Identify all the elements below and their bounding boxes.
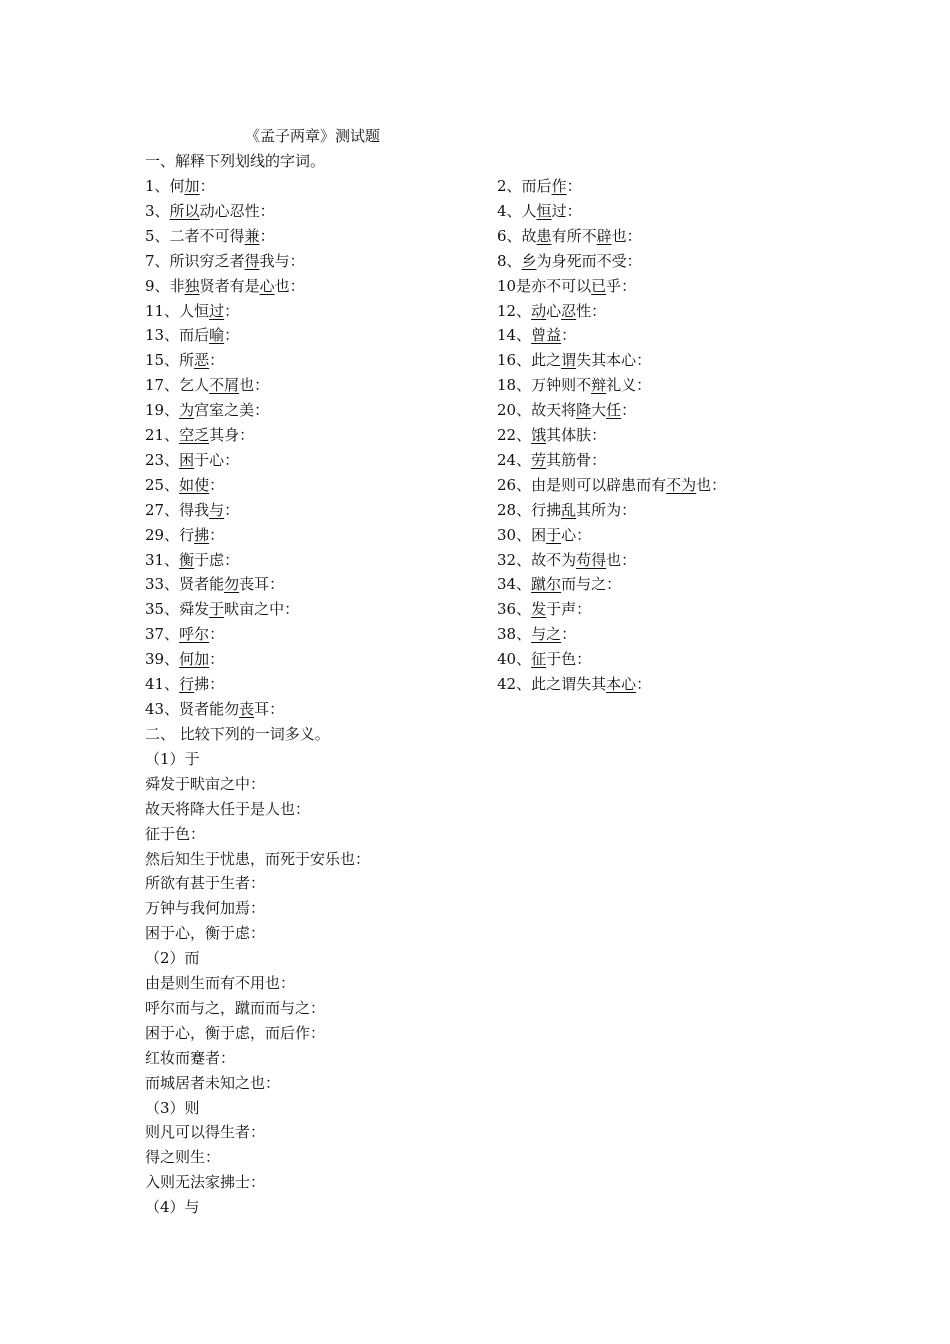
item-text: 34、	[497, 575, 532, 594]
item-text: 38、	[497, 625, 532, 644]
item-text: 也：	[274, 276, 305, 295]
section-2-line: 然后知生于忧患，而死于安乐也：	[145, 849, 371, 868]
underlined-term: 与	[209, 500, 225, 519]
section-2-line: 困于心，衡于虑：	[145, 924, 266, 943]
item-text: 耳：	[254, 699, 285, 718]
vocab-item	[497, 550, 636, 570]
underlined-term: 不屑	[209, 376, 240, 395]
underlined-term: 征	[531, 650, 547, 669]
item-text: ：	[621, 401, 637, 420]
vocab-item	[145, 226, 275, 246]
vocab-item	[145, 525, 224, 545]
underlined-term: 拂	[194, 525, 210, 544]
item-text: 20、故天将	[497, 401, 577, 420]
vocab-item	[145, 699, 284, 719]
item-text: 礼义：	[606, 376, 652, 395]
underlined-term: 辟	[596, 226, 612, 245]
vocab-item	[497, 475, 726, 495]
item-text: 30、困	[497, 525, 547, 544]
underlined-term: 为	[179, 401, 195, 420]
item-text: 11、人恒	[145, 301, 210, 320]
item-text: ：	[209, 625, 225, 644]
item-text: 36、	[497, 600, 532, 619]
vocab-item	[497, 674, 651, 694]
underlined-term: 饿	[531, 426, 547, 444]
vocab-item	[145, 624, 224, 644]
item-text: 35、舜发	[145, 600, 210, 619]
section-2-line: （4）与	[145, 1198, 200, 1217]
item-text: 大	[591, 401, 607, 420]
item-text: 39、	[145, 650, 180, 669]
underlined-term: 本心	[606, 675, 637, 693]
underlined-term: 已	[591, 276, 607, 295]
vocab-item	[145, 325, 239, 345]
underlined-term: 衡	[179, 550, 195, 569]
vocab-item	[497, 425, 606, 445]
item-text: ：	[561, 326, 577, 345]
item-text: 有所不	[551, 226, 597, 245]
item-text: 贤者有是	[199, 276, 260, 295]
item-text: 于心：	[194, 450, 240, 469]
item-text: ：	[636, 675, 652, 693]
underlined-term: 丧	[239, 699, 255, 718]
section-2-line: 舜发于畎亩之中：	[145, 774, 266, 793]
vocab-item	[145, 649, 224, 669]
underlined-term: 任	[606, 401, 622, 420]
underlined-term: 忍	[561, 301, 577, 320]
item-text: 40、	[497, 650, 532, 669]
item-text: 28、行拂	[497, 500, 562, 519]
vocab-item	[497, 276, 636, 296]
vocab-item	[145, 375, 269, 395]
underlined-term: 于	[209, 600, 225, 619]
item-text: 也：	[611, 226, 642, 245]
item-text: 其身：	[209, 426, 255, 444]
item-text: 性：	[576, 301, 607, 320]
item-text: 19、	[145, 401, 180, 420]
item-text: 其所为：	[576, 500, 637, 519]
underlined-term: 过	[209, 301, 225, 320]
item-text: 1、何	[145, 177, 185, 195]
section-2-line: 困于心，衡于虑，而后作：	[145, 1023, 326, 1042]
vocab-item	[497, 450, 606, 470]
item-text: 于色：	[546, 650, 592, 669]
section-1-heading: 一、解释下列划线的字词。	[145, 152, 326, 170]
section-2-heading: 二、 比较下列的一词多义。	[145, 725, 330, 743]
item-text: 18、万钟则不	[497, 376, 592, 395]
underlined-term: 谓	[561, 351, 577, 370]
vocab-item	[497, 500, 636, 520]
section-2-line: 征于色：	[145, 824, 206, 843]
item-text: 过：	[551, 201, 582, 220]
underlined-term: 兼	[244, 226, 260, 245]
item-text: 10是亦不可以	[497, 276, 592, 295]
vocab-item	[145, 176, 215, 196]
item-text: 43、贤者能勿	[145, 699, 240, 718]
underlined-term: 得	[244, 251, 260, 270]
underlined-term: 困	[179, 450, 195, 469]
page-title: 《孟子两章》测试题	[245, 127, 381, 145]
item-text: 32、故不为	[497, 550, 577, 569]
vocab-item	[497, 649, 591, 669]
item-text: 动心忍性：	[199, 201, 275, 220]
item-text: ：	[224, 326, 240, 345]
section-2-line: （2）而	[145, 949, 200, 968]
item-text: ：	[209, 525, 225, 544]
underlined-term: 降	[576, 401, 592, 420]
item-text: 也：	[696, 475, 727, 494]
vocab-item	[145, 201, 275, 221]
item-text: 12、	[497, 301, 532, 320]
vocab-item	[145, 276, 305, 296]
item-text: 37、	[145, 625, 180, 644]
item-text: 拂：	[194, 675, 225, 693]
item-text: 宫室之美：	[194, 401, 270, 420]
underlined-term: 勿	[224, 575, 240, 594]
section-2-line: 呼尔而与之，蹴而而与之：	[145, 998, 326, 1017]
item-text: 心	[546, 301, 562, 320]
vocab-item	[145, 251, 305, 271]
underlined-term: 乡	[521, 251, 537, 270]
underlined-term: 呼尔	[179, 625, 210, 644]
underlined-term: 动	[531, 301, 547, 320]
item-text: ：	[566, 177, 582, 195]
item-text: 25、	[145, 475, 180, 494]
underlined-term: 何加	[179, 650, 210, 669]
vocab-item	[497, 226, 642, 246]
item-text: ：	[209, 351, 225, 370]
item-text: ：	[199, 177, 215, 195]
underlined-term: 苟得	[576, 550, 607, 569]
item-text: 5、二者不可得	[145, 226, 245, 245]
item-text: 29、行	[145, 525, 195, 544]
vocab-item	[145, 301, 239, 321]
item-text: 22、	[497, 426, 532, 444]
item-text: 6、故	[497, 226, 537, 245]
item-text: 24、	[497, 450, 532, 469]
vocab-item	[145, 599, 299, 619]
vocab-item	[145, 450, 239, 470]
item-text: 31、	[145, 550, 180, 569]
item-text: 7、所识穷乏者	[145, 251, 245, 270]
underlined-term: 如使	[179, 475, 210, 494]
item-text: 我与：	[259, 251, 305, 270]
vocab-item	[497, 251, 642, 271]
underlined-term: 乱	[561, 500, 577, 519]
item-text: 也：	[239, 376, 270, 395]
underlined-term: 行	[179, 675, 195, 693]
item-text: 13、而后	[145, 326, 210, 345]
underlined-term: 喻	[209, 326, 225, 345]
underlined-term: 恶	[194, 351, 210, 370]
underlined-term: 作	[551, 177, 567, 195]
section-2-line: 所欲有甚于生者：	[145, 874, 266, 893]
underlined-term: 与之	[531, 625, 562, 644]
item-text: 失其本心：	[576, 351, 652, 370]
section-2-line: （3）则	[145, 1098, 200, 1117]
item-text: 2、而后	[497, 177, 552, 195]
underlined-term: 蹴尔	[531, 575, 562, 594]
vocab-item	[145, 475, 224, 495]
underlined-term: 加	[184, 177, 200, 195]
item-text: 3、	[145, 201, 170, 220]
vocab-item	[497, 375, 651, 395]
item-text: ：	[224, 301, 240, 320]
item-text: ：	[209, 475, 225, 494]
item-text: 26、由是则可以辟患而有	[497, 475, 667, 494]
vocab-item	[497, 525, 591, 545]
item-text: 心：	[561, 525, 592, 544]
vocab-item	[145, 500, 239, 520]
section-2-line: 万钟与我何加焉：	[145, 899, 266, 918]
vocab-item	[497, 350, 651, 370]
item-text: ：	[224, 500, 240, 519]
vocab-item	[145, 574, 284, 594]
underlined-term: 所以	[169, 201, 200, 220]
item-text: 而与之：	[561, 575, 622, 594]
vocab-item	[497, 574, 621, 594]
vocab-item	[497, 201, 582, 221]
item-text: 9、非	[145, 276, 185, 295]
underlined-term: 患	[536, 226, 552, 245]
vocab-item	[497, 176, 582, 196]
item-text: 于声：	[546, 600, 592, 619]
item-text: 15、所	[145, 351, 195, 370]
item-text: 23、	[145, 450, 180, 469]
section-2-line: 由是则生而有不用也：	[145, 974, 296, 992]
underlined-term: 独	[184, 276, 200, 295]
vocab-item	[145, 425, 254, 445]
item-text: 14、	[497, 326, 532, 345]
item-text: 41、	[145, 675, 180, 693]
item-text: 42、此之谓失其	[497, 675, 607, 693]
item-text: 丧耳：	[239, 575, 285, 594]
section-2-line: 入则无法家拂士：	[145, 1173, 266, 1192]
item-text: 21、	[145, 426, 180, 444]
vocab-item	[497, 624, 576, 644]
section-2-line: 而城居者未知之也：	[145, 1073, 281, 1092]
vocab-item	[497, 400, 636, 420]
section-2-line: 红妆而蹇者：	[145, 1048, 236, 1067]
item-text: 16、此之	[497, 351, 562, 370]
underlined-term: 辩	[591, 376, 607, 395]
underlined-term: 心	[259, 276, 275, 295]
underlined-term: 恒	[536, 201, 552, 220]
item-text: 4、人	[497, 201, 537, 220]
item-text: 于虑：	[194, 550, 240, 569]
underlined-term: 曾益	[531, 326, 562, 345]
section-2-line: （1）于	[145, 749, 200, 768]
vocab-item	[145, 550, 239, 570]
item-text: 畎亩之中：	[224, 600, 300, 619]
section-2-line: 得之则生：	[145, 1148, 221, 1167]
underlined-term: 劳	[531, 450, 547, 469]
vocab-item	[497, 325, 576, 345]
item-text: ：	[561, 625, 577, 644]
section-2-line: 故天将降大任于是人也：	[145, 799, 311, 818]
underlined-term: 发	[531, 600, 547, 619]
item-text: ：	[209, 650, 225, 669]
vocab-item	[497, 301, 606, 321]
item-text: 其筋骨：	[546, 450, 607, 469]
item-text: 33、贤者能	[145, 575, 225, 594]
underlined-term: 不为	[666, 475, 697, 494]
vocab-item	[145, 400, 269, 420]
item-text: 乎：	[606, 276, 637, 295]
underlined-term: 于	[546, 525, 562, 544]
item-text: 为身死而不受：	[536, 251, 642, 270]
vocab-item	[145, 674, 224, 694]
item-text: ：	[259, 226, 275, 245]
vocab-item	[145, 350, 224, 370]
item-text: 其体肤：	[546, 426, 607, 444]
item-text: 17、乞人	[145, 376, 210, 395]
item-text: 也：	[606, 550, 637, 569]
vocab-item	[497, 599, 591, 619]
underlined-term: 空乏	[179, 426, 210, 444]
item-text: 8、	[497, 251, 522, 270]
section-2-line: 则凡可以得生者：	[145, 1123, 266, 1142]
item-text: 27、得我	[145, 500, 210, 519]
